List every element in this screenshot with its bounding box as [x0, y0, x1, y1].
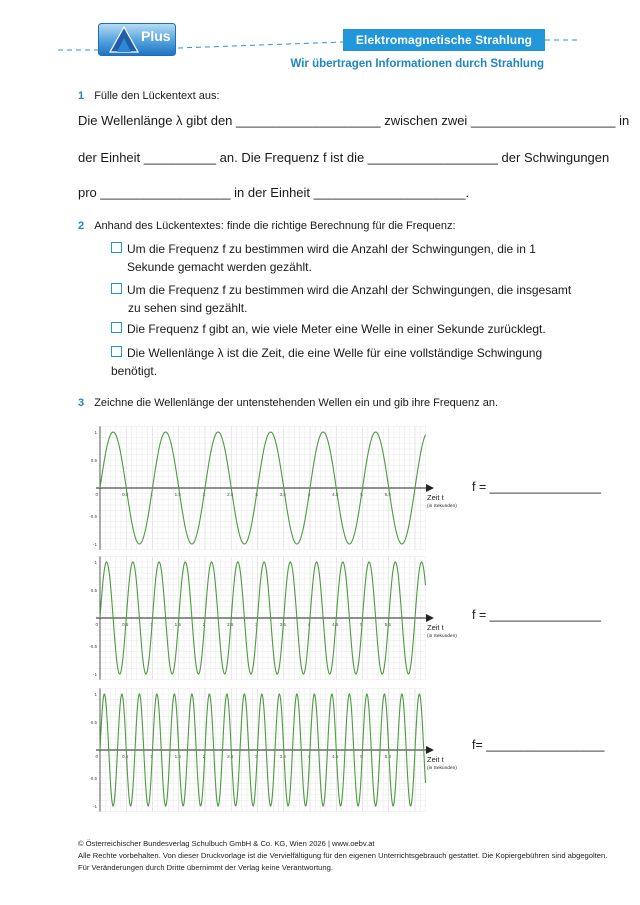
- task2-instruction: Anhand des Lückentextes: finde die richtige Berechnung für die Frequenz:: [94, 220, 456, 232]
- x-tick-label: 3.5: [279, 622, 286, 627]
- y-tick-label: -0.5: [89, 644, 97, 649]
- footer: [78, 838, 607, 874]
- x-tick-label: 2: [202, 492, 206, 497]
- y-tick-label: 0.5: [90, 720, 97, 725]
- footer-disclaimer: Für Veränderungen durch Dritte übernimmt der Verlag keine Verantwortung.: [78, 863, 333, 872]
- x-tick-label: 5: [360, 622, 363, 627]
- x-tick-label: 1.5: [174, 622, 181, 627]
- option-text: Um die Frequenz f zu bestimmen wird die Anzahl der Schwingungen, die in 1: [127, 242, 536, 256]
- x-axis-label: Zeit t: [427, 623, 444, 632]
- task3-number: 3: [78, 397, 85, 409]
- y-tick-label: -0.5: [89, 776, 97, 781]
- task1-line3[interactable]: pro __________________ in der Einheit _____________________.: [78, 185, 470, 200]
- checkbox[interactable]: [111, 346, 122, 357]
- x-tick-label: 3: [255, 754, 258, 759]
- x-axis-label: Zeit t: [427, 755, 444, 764]
- y-tick-label: -1: [92, 542, 97, 547]
- task2-option-4[interactable]: [111, 344, 542, 380]
- x-tick-label: 3: [255, 622, 258, 627]
- x-tick-label: 1: [150, 492, 153, 497]
- option-text: Die Frequenz f gibt an, wie viele Meter eine Welle in einer Sekunde zurücklegt.: [127, 322, 546, 336]
- task2-option-2[interactable]: [111, 281, 571, 317]
- footer-copyright: © Österreichischer Bundesverlag Schulbuch GmbH & Co. KG, Wien 2026 | www.oebv.at: [78, 839, 375, 848]
- task1-instruction: Fülle den Lückentext aus:: [94, 90, 220, 102]
- checkbox[interactable]: [111, 242, 122, 253]
- x-tick-label: 3.5: [279, 492, 286, 497]
- y-tick-label: 1: [94, 692, 97, 697]
- x-tick-label: 2: [202, 754, 206, 759]
- logo-text: Plus: [141, 28, 171, 44]
- subtitle: Wir übertragen Informationen durch Strahlung: [290, 58, 544, 70]
- x-axis-unit: (in Sekunden): [427, 766, 457, 771]
- wave-chart-2: [86, 550, 457, 678]
- x-tick-label: 0: [95, 754, 98, 759]
- x-tick-label: 5: [360, 492, 363, 497]
- x-axis-label: Zeit t: [427, 493, 444, 502]
- y-tick-label: 1: [94, 430, 97, 435]
- x-axis-arrow: [426, 746, 434, 754]
- option-text: Die Wellenlänge λ ist die Zeit, die eine Welle für eine vollständige Schwingung: [127, 346, 543, 360]
- x-tick-label: 5.5: [384, 492, 391, 497]
- x-tick-label: 4: [307, 754, 311, 759]
- x-axis-unit: (in Sekunden): [427, 504, 457, 509]
- x-tick-label: 4.5: [332, 754, 339, 759]
- task3-heading: [78, 397, 498, 409]
- frequency-answer-2[interactable]: f = ________________: [472, 608, 601, 622]
- task3-instruction: Zeichne die Wellenlänge der untenstehenden Wellen ein und gib ihre Frequenz an.: [94, 397, 499, 409]
- task1-line2[interactable]: der Einheit __________ an. Die Frequenz f ist die __________________ der Schwingungen: [78, 150, 610, 165]
- x-tick-label: 5: [360, 754, 363, 759]
- x-tick-label: 0.5: [122, 492, 129, 497]
- y-tick-label: -0.5: [89, 514, 97, 519]
- x-tick-label: 0: [95, 622, 98, 627]
- frequency-answer-3[interactable]: f= _________________: [472, 738, 605, 752]
- x-tick-label: 2.5: [227, 622, 234, 627]
- x-tick-label: 5.5: [384, 754, 391, 759]
- option-text-cont: benötigt.: [111, 364, 158, 378]
- x-tick-label: 0.5: [122, 622, 129, 627]
- x-tick-label: 1: [150, 754, 153, 759]
- banner-title: Elektromagnetische Strahlung: [343, 29, 545, 51]
- x-axis-arrow: [426, 484, 434, 492]
- x-tick-label: 2.5: [227, 492, 234, 497]
- wave-chart-3: [86, 682, 457, 810]
- x-tick-label: 5.5: [384, 622, 391, 627]
- x-axis-arrow: [426, 614, 434, 622]
- wave-graph-1[interactable]: [86, 420, 457, 548]
- wave-graph-3[interactable]: [86, 682, 457, 810]
- plus-logo: [98, 23, 176, 56]
- task2-option-1[interactable]: [111, 240, 536, 276]
- x-tick-label: 0: [95, 492, 98, 497]
- option-text: Um die Frequenz f zu bestimmen wird die Anzahl der Schwingungen, die insgesamt: [127, 283, 572, 297]
- y-tick-label: 1: [94, 560, 97, 565]
- x-tick-label: 4: [307, 492, 311, 497]
- x-tick-label: 2: [202, 622, 206, 627]
- x-tick-label: 4.5: [332, 622, 339, 627]
- x-axis-unit: (in Sekunden): [427, 634, 457, 639]
- task2-heading: [78, 220, 456, 232]
- task1-number: 1: [78, 90, 85, 102]
- x-tick-label: 2.5: [227, 754, 234, 759]
- checkbox[interactable]: [111, 283, 122, 294]
- y-tick-label: -1: [92, 804, 97, 809]
- y-tick-label: 0.5: [90, 588, 97, 593]
- task2-number: 2: [78, 220, 85, 232]
- y-tick-label: -1: [92, 672, 97, 677]
- x-tick-label: 1.5: [174, 754, 181, 759]
- x-tick-label: 1.5: [174, 492, 181, 497]
- wave-chart-1: [86, 420, 457, 548]
- x-tick-label: 4.5: [332, 492, 339, 497]
- frequency-answer-1[interactable]: f = ________________: [472, 480, 601, 494]
- task1-line1[interactable]: Die Wellenlänge λ gibt den ____________________ zwischen zwei ____________________ in: [78, 113, 630, 128]
- x-tick-label: 0.5: [122, 754, 129, 759]
- x-tick-label: 3.5: [279, 754, 286, 759]
- wave-graph-2[interactable]: [86, 550, 457, 678]
- y-tick-label: 0.5: [90, 458, 97, 463]
- option-text-cont: zu sehen sind gezählt.: [128, 301, 248, 315]
- footer-rights: Alle Rechte vorbehalten. Von dieser Druckvorlage ist die Vervielfältigung für den eigenen Unterrichtsgebrauch gestattet. Die Kopiergebühren sind abgegolten.: [78, 851, 608, 860]
- option-text-cont: Sekunde gemacht werden gezählt.: [127, 260, 312, 274]
- checkbox[interactable]: [111, 322, 122, 333]
- x-tick-label: 1: [150, 622, 153, 627]
- x-tick-label: 4: [307, 622, 311, 627]
- task1-heading: [78, 90, 220, 102]
- x-tick-label: 3: [255, 492, 258, 497]
- task2-option-3[interactable]: [111, 320, 546, 338]
